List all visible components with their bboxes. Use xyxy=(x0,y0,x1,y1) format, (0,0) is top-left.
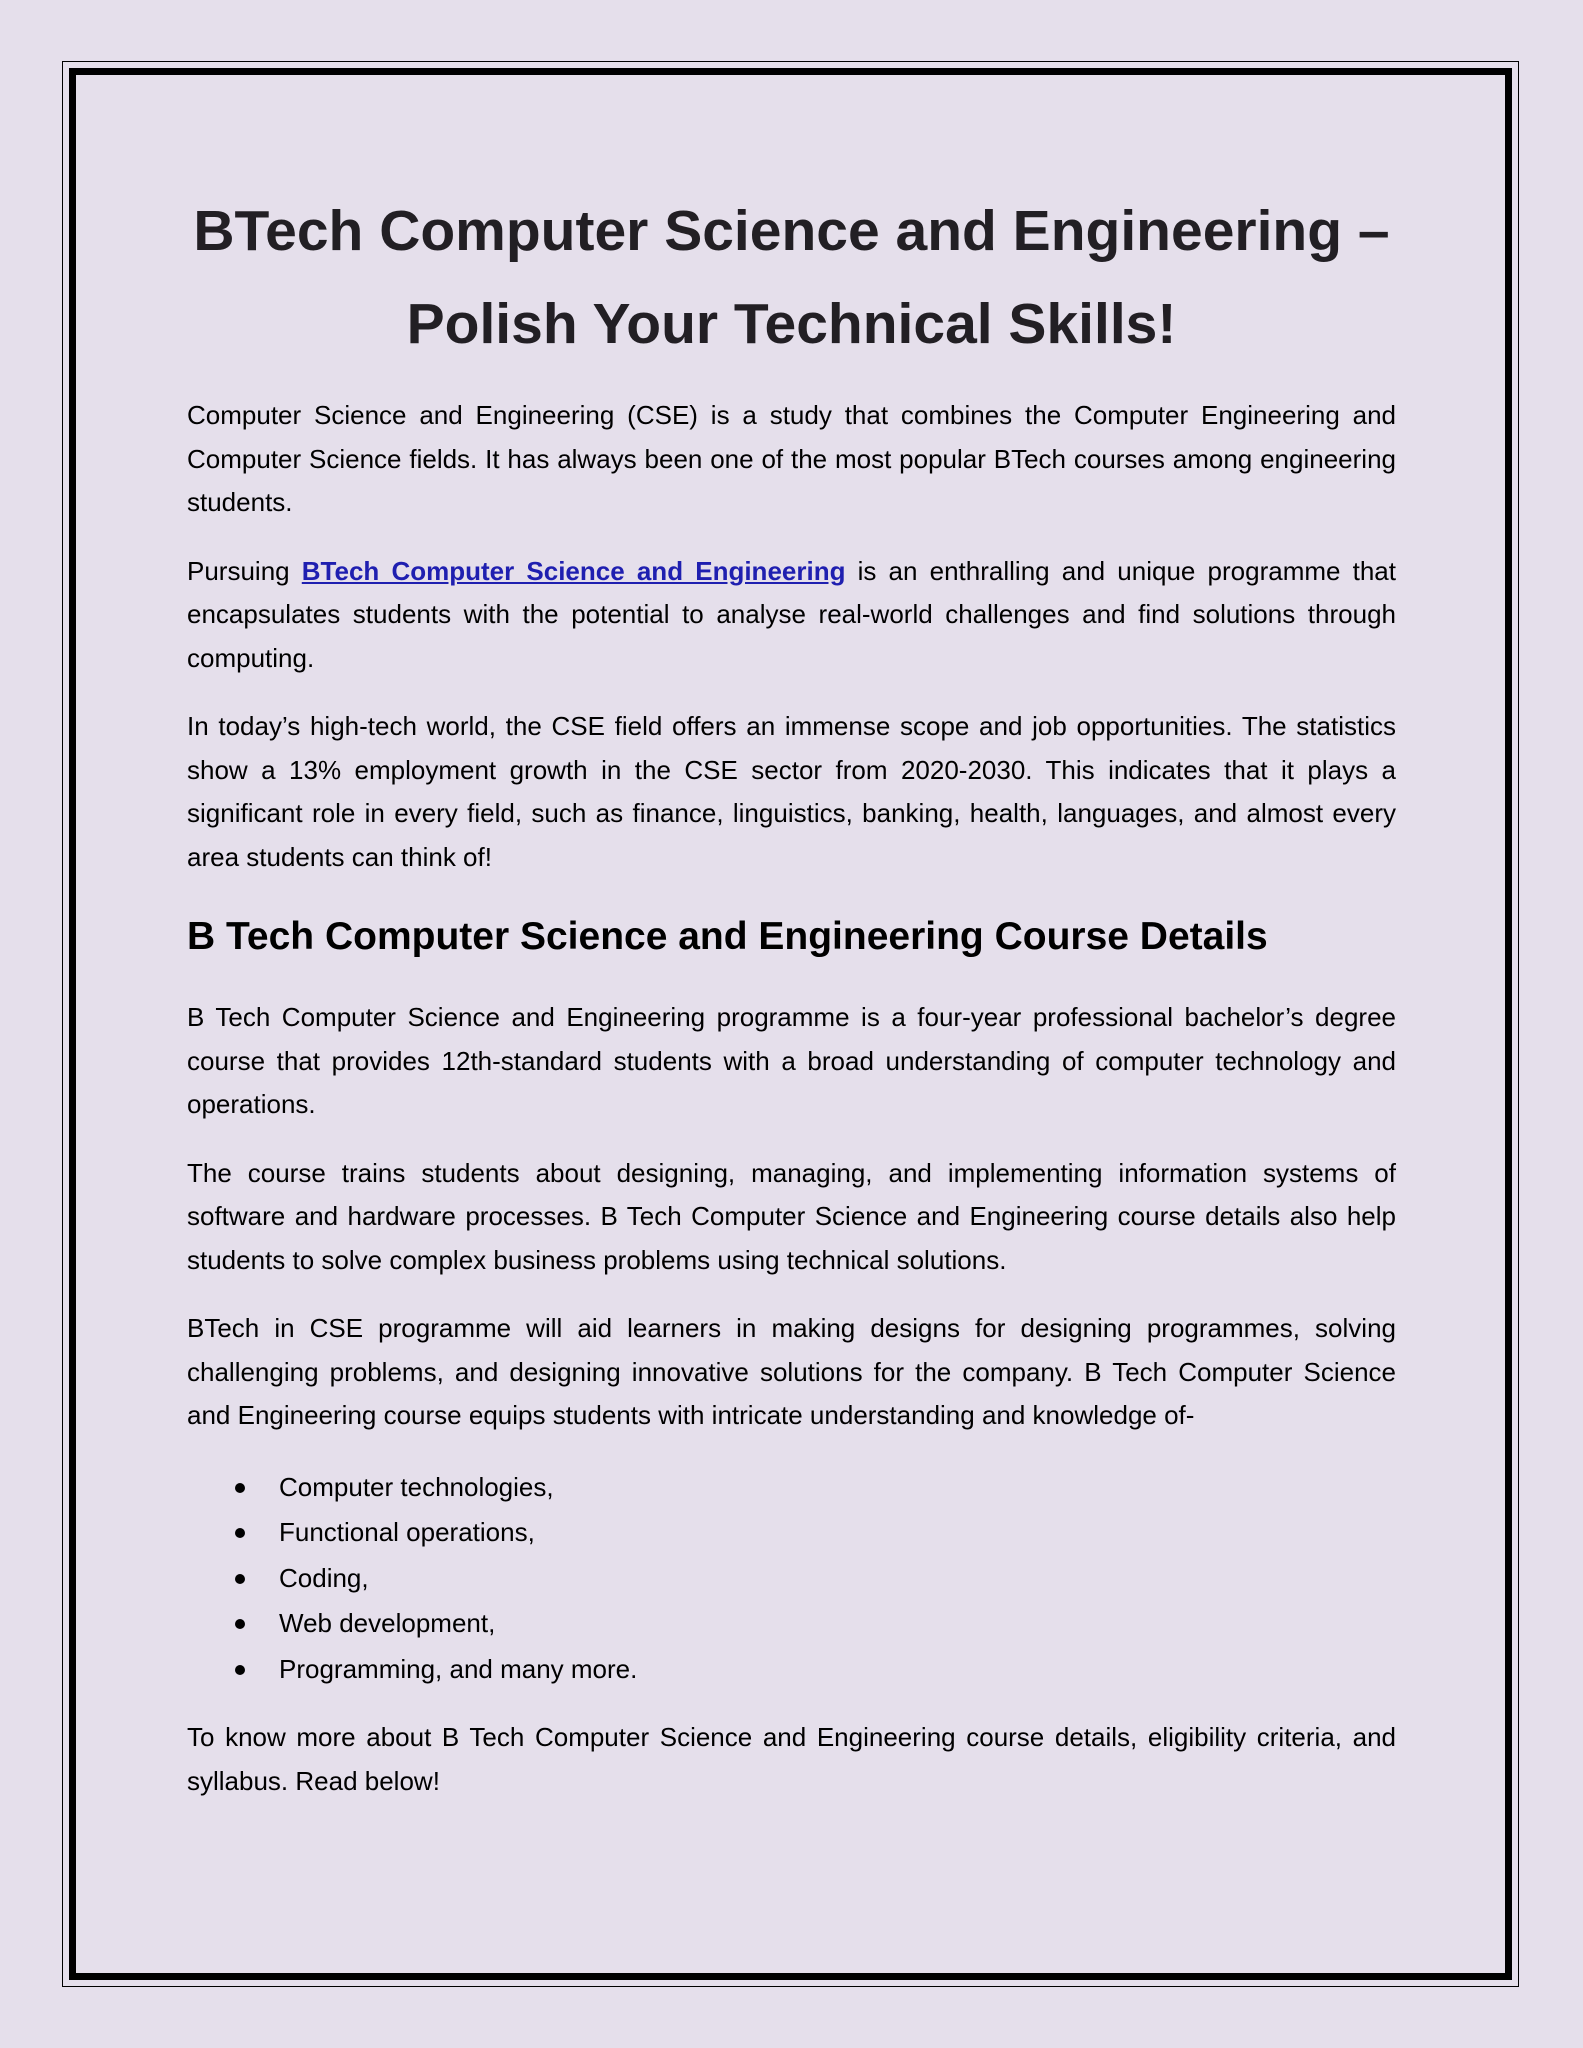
list-item-text: Coding, xyxy=(279,1562,369,1593)
list-item xyxy=(187,1465,1396,1511)
list-item-text: Web development, xyxy=(279,1608,496,1638)
closing-paragraph: To know more about B Tech Computer Science and Engineering course details, eligibility criteria, and syllabus. Read below! xyxy=(187,1722,1396,1796)
pursuing-suffix: is an enthralling and unique programme that encapsulates students with the potential to analyse real-world challenges and find solutions through computing. xyxy=(187,555,1396,673)
bullet-icon xyxy=(235,1528,245,1538)
bullet-icon xyxy=(235,1665,245,1675)
bullet-icon xyxy=(235,1574,245,1584)
list-item xyxy=(187,1556,1396,1602)
page-title xyxy=(187,185,1396,371)
section-heading: B Tech Computer Science and Engineering Course Details xyxy=(187,915,1268,958)
intro-paragraph: Computer Science and Engineering (CSE) is a study that combines the Computer Engineering and Computer Science fields. It has always been one of the most popular BTech courses among engineering students. xyxy=(187,400,1396,517)
course-details-paragraph-1: B Tech Computer Science and Engineering programme is a four-year professional bachelor’s degree course that provides 12th-standard students with a broad understanding of computer technology and operations. xyxy=(187,1002,1396,1119)
list-item xyxy=(187,1510,1396,1556)
pursuing-paragraph xyxy=(187,550,1396,681)
document-body xyxy=(187,185,1396,1803)
list-item xyxy=(187,1601,1396,1647)
list-item-text: Computer technologies, xyxy=(279,1471,554,1502)
bullet-icon xyxy=(235,1619,245,1629)
btech-cse-link[interactable]: BTech Computer Science and Engineering xyxy=(301,555,846,586)
page-title-line-2: Polish Your Technical Skills! xyxy=(406,292,1177,356)
list-item-text: Programming, and many more. xyxy=(279,1653,638,1684)
page-title-line-1: BTech Computer Science and Engineering – xyxy=(193,199,1390,263)
knowledge-list xyxy=(187,1465,1396,1693)
pursuing-prefix: Pursuing xyxy=(187,555,302,586)
list-item-text: Functional operations, xyxy=(279,1517,535,1547)
scope-paragraph: In today’s high-tech world, the CSE field offers an immense scope and job opportunities. The statistics show a 13% employment growth in the CSE sector from 2020-2030. This indicates that it plays a significant role in every field, such as finance, linguistics, banking, health, languages, and almost every area students can think of! xyxy=(187,711,1396,872)
course-details-paragraph-2: The course trains students about designing, managing, and implementing information systems of software and hardware processes. B Tech Computer Science and Engineering course details also help students to solve complex business problems using technical solutions. xyxy=(187,1157,1396,1275)
list-item xyxy=(187,1647,1396,1693)
course-details-paragraph-3: BTech in CSE programme will aid learners in making designs for designing programmes, solving challenging problems, and designing innovative solutions for the company. B Tech Computer Science and Engineering course equips students with intricate understanding and knowledge of- xyxy=(187,1313,1396,1430)
bullet-icon xyxy=(235,1483,245,1493)
